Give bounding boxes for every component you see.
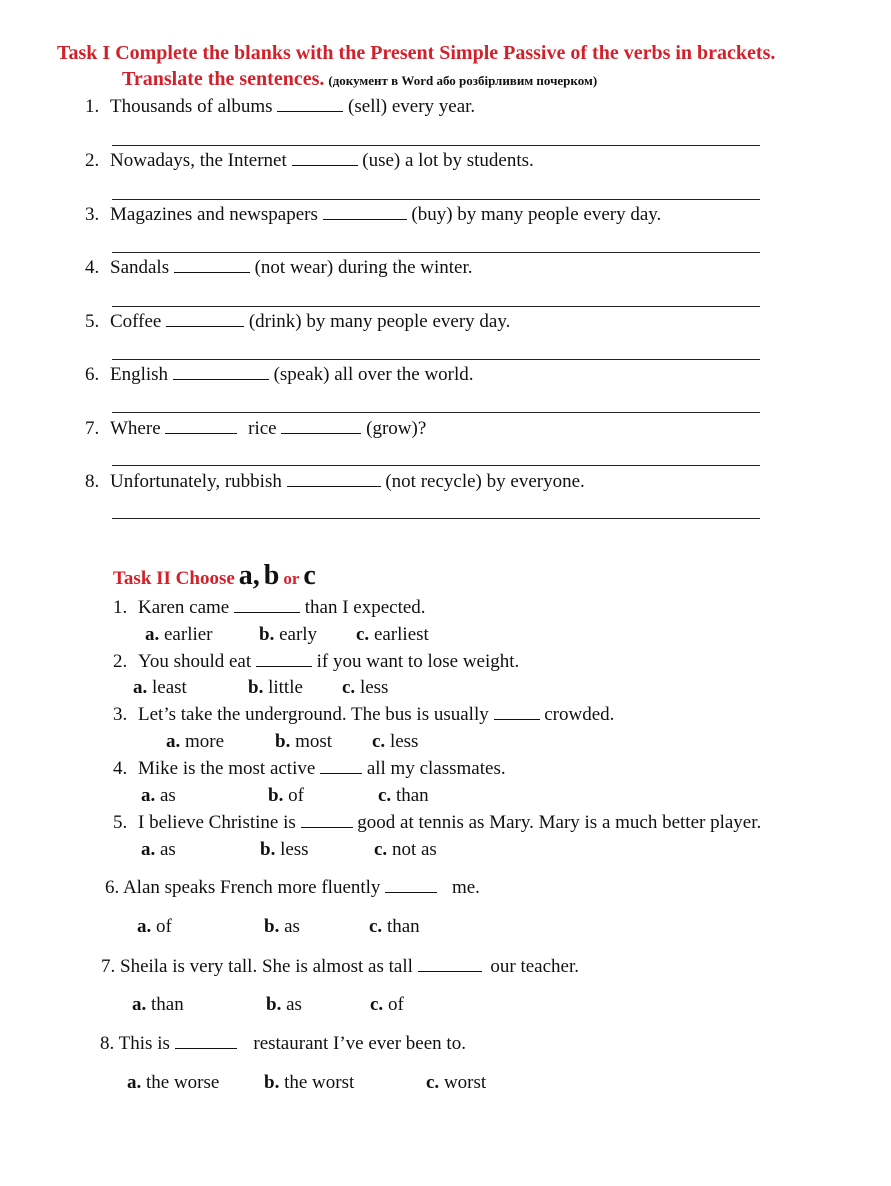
- option-a[interactable]: a. least: [133, 677, 187, 698]
- translation-line[interactable]: [112, 252, 760, 253]
- task2-title: [113, 560, 316, 592]
- task2-question-7: [101, 956, 579, 978]
- item-text: Magazines and newspapers: [110, 204, 318, 225]
- item-number: 1.: [113, 597, 128, 618]
- item-number: 7.: [85, 418, 100, 439]
- answer-blank[interactable]: [234, 598, 300, 613]
- task1-item-4: [85, 257, 473, 279]
- option-a[interactable]: a. the worse: [127, 1072, 220, 1093]
- item-text: than I expected.: [304, 597, 426, 618]
- item-text: I believe Christine is: [138, 812, 296, 833]
- option-c[interactable]: c. less: [372, 731, 419, 752]
- item-number: 6.: [85, 364, 100, 385]
- option-c[interactable]: c. than: [378, 785, 429, 806]
- item-text: Thousands of albums: [110, 96, 273, 117]
- task2-question-6: [105, 877, 480, 899]
- option-c[interactable]: c. earliest: [356, 624, 429, 645]
- task2-question-4: [113, 758, 506, 780]
- answer-blank[interactable]: [277, 97, 343, 112]
- item-number: 6.: [105, 877, 120, 898]
- option-a[interactable]: a. earlier: [145, 624, 213, 645]
- task1-item-5: [85, 311, 510, 333]
- translation-line[interactable]: [112, 412, 760, 413]
- answer-blank[interactable]: [281, 419, 361, 434]
- task1-title-line2: Translate the sentences.: [122, 68, 325, 90]
- item-text: Mike is the most active: [138, 758, 316, 779]
- task1-title-line1: Task I Complete the blanks with the Present Simple Passive of the verbs in brackets.: [57, 42, 776, 64]
- task1-title-line2-row: [122, 68, 597, 91]
- item-text: (not wear) during the winter.: [254, 257, 473, 278]
- option-a[interactable]: a. than: [132, 994, 184, 1015]
- item-number: 7.: [101, 956, 116, 977]
- item-text: Unfortunately, rubbish: [110, 471, 282, 492]
- answer-blank[interactable]: [385, 878, 437, 893]
- item-text: our teacher.: [490, 956, 580, 977]
- answer-blank[interactable]: [165, 419, 237, 434]
- option-b[interactable]: b. as: [266, 994, 302, 1015]
- task1-item-7: [85, 418, 426, 440]
- item-text: Sheila is very tall. She is almost as tall: [120, 956, 413, 977]
- item-text: (use) a lot by students.: [362, 150, 534, 171]
- item-number: 8.: [100, 1033, 115, 1054]
- item-number: 8.: [85, 471, 100, 492]
- option-b[interactable]: b. most: [275, 731, 333, 752]
- item-text: Nowadays, the Internet: [110, 150, 287, 171]
- task2-question-1: [113, 597, 426, 619]
- item-text: English: [110, 364, 169, 385]
- task2-choice-c: c: [303, 560, 316, 591]
- item-number: 2.: [85, 150, 100, 171]
- answer-blank[interactable]: [166, 312, 244, 327]
- option-a[interactable]: a. more: [166, 731, 225, 752]
- item-text: crowded.: [544, 704, 615, 725]
- item-text: Where: [110, 418, 161, 439]
- option-c[interactable]: c. than: [369, 916, 420, 937]
- item-text: all my classmates.: [366, 758, 506, 779]
- answer-blank[interactable]: [323, 205, 407, 220]
- option-c[interactable]: c. worst: [426, 1072, 487, 1093]
- task1-item-3: [85, 204, 661, 226]
- task2-question-5: [113, 812, 761, 834]
- item-text: (speak) all over the world.: [273, 364, 474, 385]
- item-text: (buy) by many people every day.: [411, 204, 662, 225]
- item-text: good at tennis as Mary. Mary is a much better player.: [357, 812, 762, 833]
- task2-question-3: [113, 704, 614, 726]
- item-text: This is: [118, 1033, 170, 1054]
- translation-line[interactable]: [112, 306, 760, 307]
- answer-blank[interactable]: [174, 258, 250, 273]
- option-b[interactable]: b. early: [259, 624, 318, 645]
- item-text: (drink) by many people every day.: [248, 311, 511, 332]
- option-a[interactable]: a. as: [141, 785, 176, 806]
- item-text: (sell) every year.: [348, 96, 476, 117]
- task2-title-text: Task II Choose: [113, 568, 235, 589]
- option-b[interactable]: b. less: [260, 839, 309, 860]
- task2-question-8: [100, 1033, 466, 1055]
- item-number: 3.: [113, 704, 128, 725]
- answer-blank[interactable]: [494, 705, 540, 720]
- answer-blank[interactable]: [418, 957, 482, 972]
- task2-choice-b: b: [263, 560, 280, 591]
- item-text: (not recycle) by everyone.: [385, 471, 585, 492]
- item-number: 5.: [113, 812, 128, 833]
- answer-blank[interactable]: [301, 813, 353, 828]
- option-c[interactable]: c. less: [342, 677, 389, 698]
- item-number: 2.: [113, 651, 128, 672]
- answer-blank[interactable]: [287, 472, 381, 487]
- translation-line[interactable]: [112, 199, 760, 200]
- item-text: Coffee: [110, 311, 162, 332]
- answer-blank[interactable]: [175, 1034, 237, 1049]
- answer-blank[interactable]: [320, 759, 362, 774]
- task1-item-1: [85, 96, 475, 118]
- item-text: Alan speaks French more fluently: [122, 877, 381, 898]
- option-c[interactable]: c. not as: [374, 839, 437, 860]
- option-c[interactable]: c. of: [370, 994, 404, 1015]
- item-text: if you want to lose weight.: [316, 651, 520, 672]
- translation-line[interactable]: [112, 359, 760, 360]
- option-b[interactable]: b. the worst: [264, 1072, 355, 1093]
- task1-note: (документ в Word або розбірливим почерком): [328, 73, 598, 88]
- item-number: 1.: [85, 96, 100, 117]
- item-text: Sandals: [110, 257, 170, 278]
- translation-line[interactable]: [112, 145, 760, 146]
- item-number: 4.: [113, 758, 128, 779]
- option-b[interactable]: b. little: [248, 677, 303, 698]
- translation-line[interactable]: [112, 465, 760, 466]
- translation-line[interactable]: [112, 518, 760, 519]
- item-text: You should eat: [138, 651, 252, 672]
- item-text: me.: [451, 877, 480, 898]
- option-b[interactable]: b. as: [264, 916, 300, 937]
- item-text: (grow)?: [366, 418, 427, 439]
- option-a[interactable]: a. as: [141, 839, 176, 860]
- item-number: 4.: [85, 257, 100, 278]
- item-number: 5.: [85, 311, 100, 332]
- item-text: restaurant I’ve ever been to.: [253, 1033, 466, 1054]
- item-text: rice: [248, 418, 277, 439]
- item-text: Let’s take the underground. The bus is usually: [138, 704, 489, 725]
- option-b[interactable]: b. of: [268, 785, 304, 806]
- task1-item-6: [85, 364, 474, 386]
- task2-choice-a: a,: [238, 560, 260, 591]
- option-a[interactable]: a. of: [137, 916, 172, 937]
- answer-blank[interactable]: [173, 365, 269, 380]
- task1-item-2: [85, 150, 534, 172]
- task1-item-8: [85, 471, 585, 493]
- item-number: 3.: [85, 204, 100, 225]
- answer-blank[interactable]: [292, 151, 358, 166]
- answer-blank[interactable]: [256, 652, 312, 667]
- task2-question-2: [113, 651, 519, 673]
- task2-or: or: [283, 569, 300, 588]
- item-text: Karen came: [138, 597, 230, 618]
